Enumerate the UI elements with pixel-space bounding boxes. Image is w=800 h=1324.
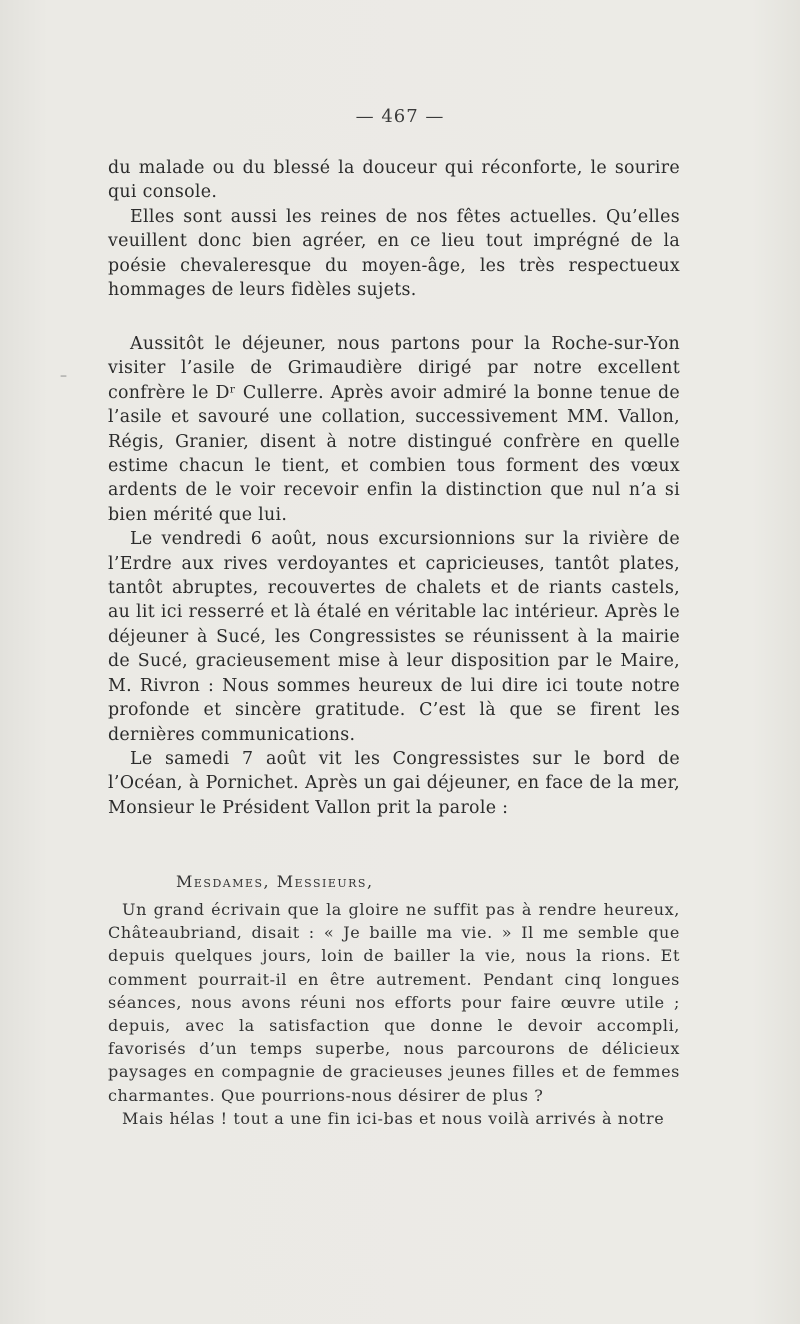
paragraph: Elles sont aussi les reines de nos fêtes actuelles. Qu’elles veuillent donc bien agréer, en ce lieu tout imprégné de la poésie chevaleresque du moyen-âge, les très respectueux hommages de leurs fidèles sujets. <box>108 206 680 301</box>
text-block-main <box>108 332 680 820</box>
speech-salutation: Mesdames, Messieurs, <box>176 872 374 891</box>
paragraph: Le vendredi 6 août, nous excursionnions sur la rivière de l’Erdre aux rives verdoyantes et capricieuses, tantôt plates, tantôt abruptes, recouvertes de chalets et de riants castels, au lit ici resserré et là étalé en véritable lac intérieur. Après le déjeuner à Sucé, les Congressistes se réunissent à la mairie de Sucé, gracieusement mise à leur disposition par le Maire, M. Rivron : Nous sommes heureux de lui dire ici toute notre profonde et sincère gratitude. C’est là que se firent les dernières communications. <box>108 529 680 745</box>
paragraph: Mais hélas ! tout a une fin ici-bas et nous voilà arrivés à notre <box>122 1108 665 1128</box>
page-number: — 467 — <box>355 106 445 127</box>
text-block-top <box>108 156 680 302</box>
paragraph: Un grand écrivain que la gloire ne suffit pas à rendre heureux, Châteaubriand, disait : « Je baille ma vie. » Il me semble que depuis quelques jours, loin de bailler la vie, nous la rions. Et comment pourrait-il en être autrement. Pendant cinq longues séances, nous avons réuni nos efforts pour faire œuvre utile ; depuis, avec la satisfaction que donne le devoir accompli, favorisés d’un temps superbe, nous parcourons de délicieux paysages en compagnie de gracieuses jeunes filles et de femmes charmantes. Que pourrions-nous désirer de plus ? <box>108 900 680 1105</box>
paragraph: Aussitôt le déjeuner, nous partons pour la Roche-sur-Yon visiter l’asile de Grimaudière dirigé par notre excellent confrère le Dʳ Cullerre. Après avoir admiré la bonne tenue de l’asile et savouré une collation, successivement MM. Vallon, Régis, Granier, disent à notre distingué confrère en quelle estime chacun le tient, et combien tous forment des vœux ardents de le voir recevoir enfin la distinction que nul n’a si bien mérité que lui. <box>108 334 680 525</box>
margin-mark: – <box>60 368 67 384</box>
paragraph: Le samedi 7 août vit les Congressistes sur le bord de l’Océan, à Pornichet. Après un gai déjeuner, en face de la mer, Monsieur le Président Vallon prit la parole : <box>108 748 680 818</box>
paragraph: du malade ou du blessé la douceur qui réconforte, le sourire qui console. <box>108 158 680 203</box>
speech-text <box>108 898 680 1130</box>
